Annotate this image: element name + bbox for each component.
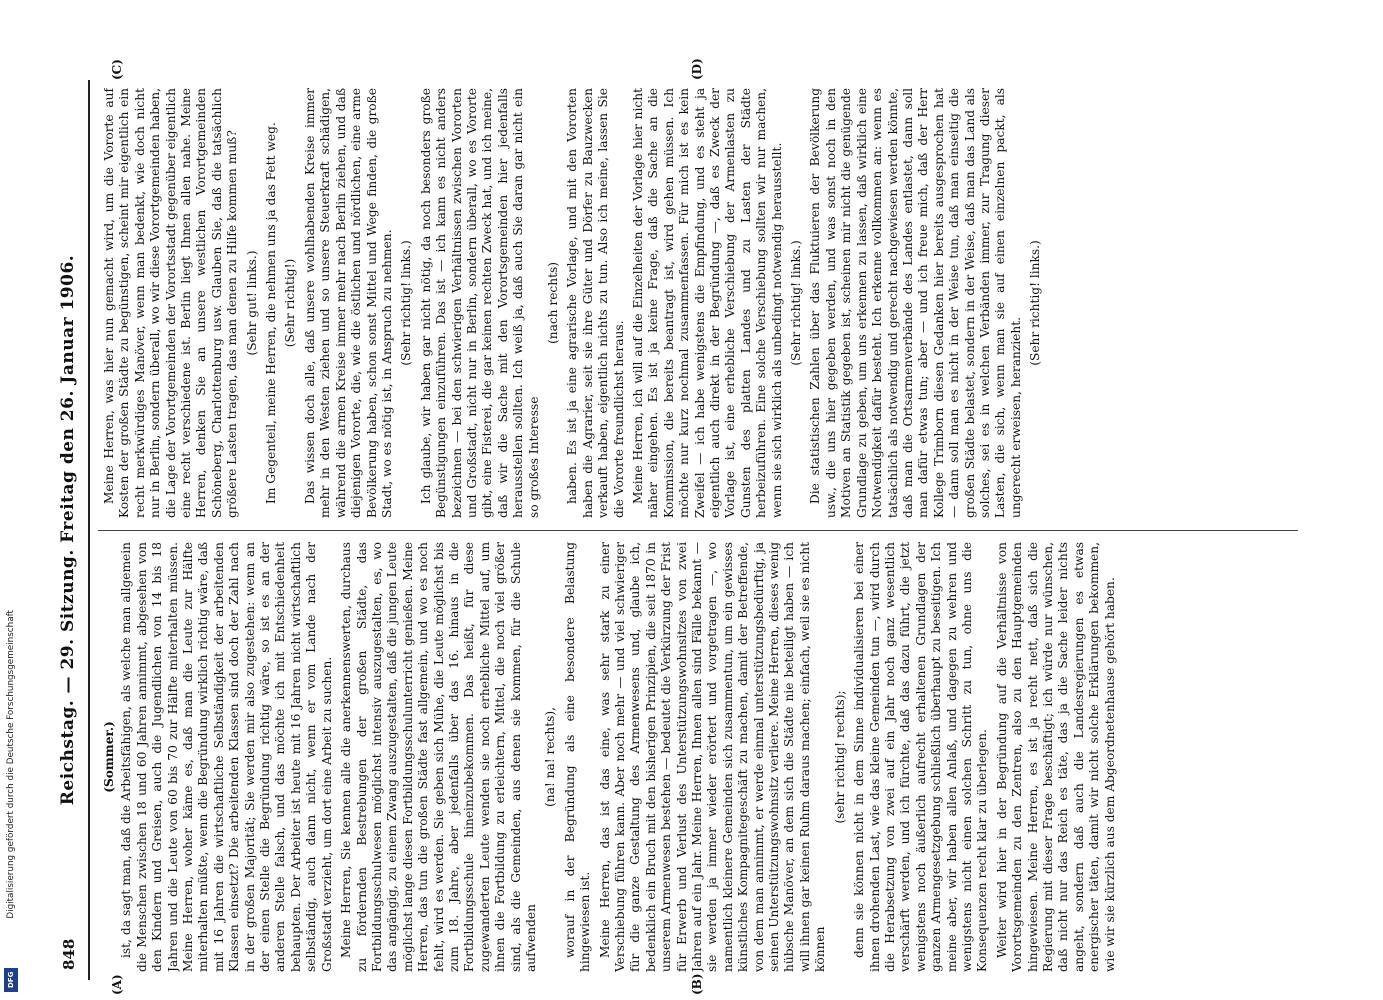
paragraph: ist, da sagt man, daß die Arbeitsfähigen, als welche man allgemein die Menschen zwischen 18 und 60 Jahren annimmt, abgesehen von den Kindern und Greisen, auch die Jugendlichen von 14 bis 18 Jahren und die Leute von 60 bis 70 zur Hälfte miterhalten müssen. Meine Herren, woher käme es, daß man die Leute zur Hälfte miterhalten müßte, wenn die Begründung wirklich richtig wäre, daß mit 16 Jahren die wirtschaftliche Selbständigkeit der arbeitenden Klassen einsetzt? Die arbeitenden Klassen sind doch der Zahl nach in der großen Majorität; Sie werden mir also zugestehen: wenn an der einen Stelle die Begründung richtig wäre, so ist es an der anderen Stelle falsch, und das möchte ich mit Entschiedenheit behaupten. Der Arbeiter ist heute mit 16 Jahren nicht wirtschaftlich selbständig, auch dann nicht, wenn er vom Lande nach der Großstadt verzieht, um dort eine Arbeit zu suchen. [119,542,334,972]
speaker-name: (Sommer.) [102,721,116,793]
interjection: (nach rechts) [545,261,560,345]
header-rule [88,80,90,980]
paragraph: denn sie können nicht in dem Sinne individualisieren bei einer ihnen drohenden Last, wie das kleine Gemeinden tun —, wird durch die Herabsetzung von zwei auf ein Jahr noch ganz wesentlich verschärft werden, und ich fürchte, daß das dazu führt, die jetzt wenigstens noch äußerlich aufrecht erhaltenen Grundlagen der ganzen Armengesetzgebung schließlich überhaupt zu beseitigen. Ich meine aber, wir haben allen Anlaß, und dagegen zu wehren und wenigstens nicht einen solchen Schritt zu tun, ohne uns die Konsequenzen recht klar zu überlegen. [852,542,990,972]
paragraph: Meine Herren, das ist das eine, was sehr stark zu einer Verschiebung führen kann. Aber noch mehr — und viel schwieriger für die ganze Gestaltung des Armenwesens und, glaube ich, bedenklich ein Bruch mit den bisherigen Prinzipien, die seit 1870 in unserem Armenwesen bestehen — bedeutet die Verkürzung der Frist für Erwerb und Verlust des Unterstützungswohnsitzes von zwei Jahren auf ein Jahr. Meine Herren, Ihnen allen sind Fälle bekannt — sie werden ja immer wieder erörtert und vorgetragen —, wo namentlich kleinere Gemeinden sich zusammentun, um ein gewisses künstliches Kompagnitegeschäft zu machen, damit der Betreffende, von dem man annimmt, er werde einmal unterstützungsbedürftig, ja seinen Unterstützungswohnsitz verliere. Meine Herren, dieses wenig hübsche Manöver, an dem sich die Städte nie beteiligt haben — ich will ihnen gar keinen Ruhm daraus machen; einfach, weil sie es nicht können [597,542,828,972]
right-column [102,88,1302,518]
margin-mark-b: (B) [690,973,704,995]
rotated-page [50,60,1320,1000]
funding-note: Digitalisierung gefördert durch die Deutsche Forschungsgemeinschaft [6,610,16,919]
paragraph: Im Gegenteil, meine Herren, die nehmen uns ja das Fett weg. [264,122,279,504]
paragraph: Meine Herren, was hier nun gemacht wird, um die Vororte auf Kosten der großen Städte zu begünstigen, scheint mir eigentlich ein recht merkwürdiges Manöver, wenn man bedenkt, wie doch nicht nur in Berlin, sondern überall, wo wir diese Vorortgemeinden haben, die Lage der Vorortgemeinden der Vorortsstadt gegenüber eigentlich eine recht verschiedene ist. Berlin liegt Ihnen allen nahe. Meine Herren, denken Sie an unsere westlichen Vorortgemeinden Schöneberg, Charlottenburg usw. Glauben Sie, daß die tatsächlich größere Lasten tragen, das man denen zu Hilfe kommen muß? [102,88,240,518]
paragraph: Das wissen doch alle, daß unsere wohlhabenden Kreise immer mehr in den Westen ziehen und so unsere Steuerkraft schädigen, während die armen Kreise immer mehr nach Berlin ziehen, und daß diejenigen Vororte, die, wie die östlichen und nördlichen, eine arme Bevölkerung haben, schon sonst Mittel und Wege finden, die große Stadt, wo es nötig ist, in Anspruch zu nehmen. [302,88,394,518]
paragraph: worauf in der Begründung als eine besondere Belastung hingewiesen ist. [562,542,593,972]
interjection: (Sehr gut! links.) [244,250,259,356]
interjection: (Sehr richtig!) [283,258,298,348]
interjection: (Sehr richtig! links.) [789,240,804,366]
paragraph: Meine Herren, ich will auf die Einzelheiten der Vorlage hier nicht näher eingehen. Es ist ja keine Frage, daß die Sache an die Kommission, die bereits beantragt ist, wird gehen müssen. Ich möchte nur kurz nochmal zusammenfassen. Für mich ist es kein Zweifel — ich habe wenigstens die Empfindung, und es steht ja eigentlich auch direkt in der Begründung —, daß es Zweck der Vorlage ist, eine erhebliche Verschiebung der Armenlasten zu Gunsten des platten Landes und zu Lasten der Städte herbeizuführen. Eine solche Verschiebung sollten wir nur machen, wenn sie sich wirklich als unbedingt notwendig herausstellt. [631,88,784,518]
paragraph: Meine Herren, Sie kennen alle die anerkennenswerten, durchaus zu fördernden Bestrebungen der großen Städte, das Fortbildungsschulwesen möglichst intensiv auszugestalten, es, wo das angängig, zu einem Zwang auszugestalten, daß die jungen Leute möglichst lange diesen Fortbildungsschulunterricht genießen. Meine Herren, das tun die großen Städte fast allgemein, und wo es noch fehlt, wird es werden. Sie geben sich Mühe, die Leute möglichst bis zum 18. Jahre, aber jedenfalls über das 16. hinaus in die Fortbildungsschule hineinzubekommen. Das heißt, für diese zugewanderten Leute wenden sie noch erhebliche Mittel auf, um ihnen die Fortbildung zu erleichtern, Mittel, die noch viel größer sind, als die Gemeinden, aus denen sie kommen, für die Schule aufwenden [339,542,538,972]
dfg-logo: DFG [4,968,18,992]
interjection: (Sehr richtig! links.) [1028,240,1043,366]
margin-mark-d: (D) [690,58,704,80]
interjection: (sehr richtig! rechts); [832,690,847,824]
paragraph: haben. Es ist ja eine agrarische Vorlage, und mit den Vororten haben die Agrarier, seit sie ihre Güter und Dörfer zu Bauzwecken verkauft haben, eigentlich nichts zu tun. Also ich meine, lassen Sie die Vororte freundlichst heraus. [565,88,626,518]
column-divider [98,530,1298,531]
margin-mark-c: (C) [110,59,124,80]
running-title: Reichstag. — 29. Sitzung. Freitag den 26. Januar 1906. [58,254,78,806]
margin-mark-a: (A) [110,974,124,995]
interjection: (na! na! rechts), [543,706,558,808]
paragraph: Die statistischen Zahlen über das Fluktuieren der Bevölkerung usw., die uns hier gegeben werden, und was sonst noch in den Motiven an Statistik gegeben ist, scheinen mir nicht die genügende Grundlage zu geben, um uns erkennen zu lassen, daß wirklich eine Notwendigkeit dafür besteht. Ich erkenne vollkommen an: wenn es tatsächlich als notwendig und gerecht nachgewiesen werden könnte, daß man die Ortsarmenverbände des Landes entlastet, dann soll man dafür etwas tun; aber — und ich freue mich, daß der Herr Kollege Trimborn diesen Gedanken hier bereits ausgesprochen hat — dann soll man es nicht in der Weise tun, daß man einseitig die großen Städte belastet, sondern in der Weise, daß man das Land als solches, sei es in welchen Verbänden immer, zur Tragung dieser Lasten, die sich, wenn man sie auf einen einzelnen packt, als ungerecht erweisen, heranzieht. [808,88,1023,518]
page-header [50,60,90,1000]
interjection: (Sehr richtig! links.) [399,240,414,366]
paragraph: Weiter wird hier in der Begründung auf die Verhältnisse von Vorortsgemeinden zu den Zentren, also zu den Hauptgemeinden hingewiesen. Meine Herren, es ist ja recht nett, daß sich die Regierung mit dieser Frage beschäftigt; ich würde nur wünschen, daß nicht nur das Reich es täte, das ja die Sache leider nichts angeht, sondern daß auch die Landesregierungen es etwas energischer täten, damit wir nicht solche Erklärungen bekommen, wie wir sie kürzlich aus dem Abgeordnetenhause gehört haben. [994,542,1117,972]
page-number: 848 [60,938,78,970]
left-column [102,542,1302,972]
paragraph: Ich glaube, wir haben gar nicht nötig, da noch besonders große Begünstigungen einzuführen. Das ist — ich kann es nicht anders bezeichnen — bei den schwierigen Verhältnissen zwischen Vororten und Großstadt, nicht nur in Berlin, sondern überall, wo es Vororte gibt, eine Fisterei, die gar keinen rechten Zweck hat, und ich meine, daß wir die Sache mit den Vorortsgemeinden hier jedenfalls herausstellen sollten. Ich weiß ja, daß auch Sie daran gar nicht ein so großes Interesse [418,88,541,518]
